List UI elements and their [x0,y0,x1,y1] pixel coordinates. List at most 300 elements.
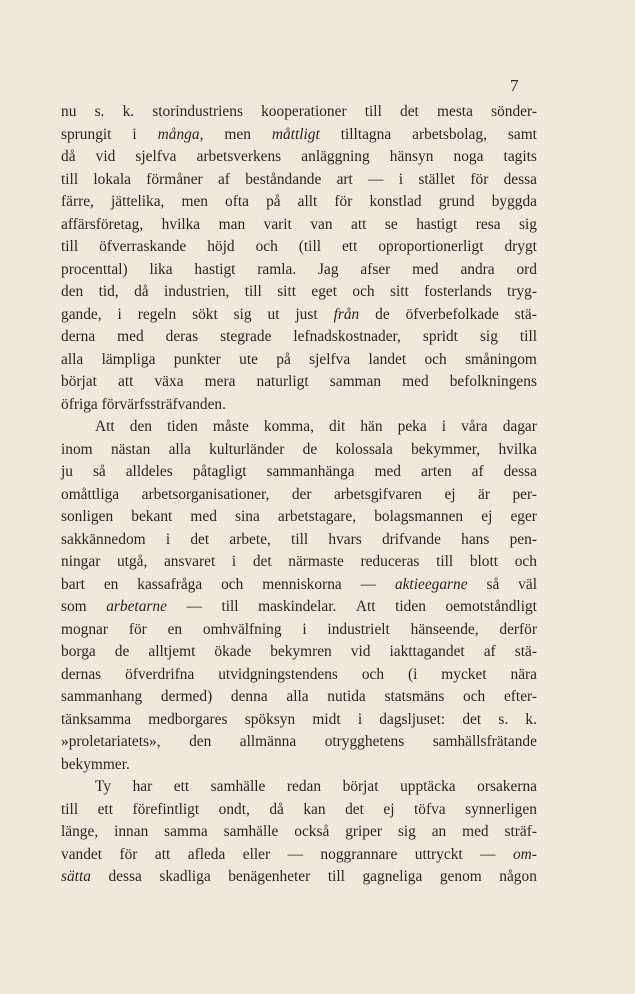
word: alla [61,350,84,368]
word: innan [114,823,149,840]
word: sjelfva [135,148,177,165]
word: hvilka [498,440,537,458]
word: växa [154,373,184,390]
word: samma [164,823,208,840]
word: börjat [61,373,97,390]
word: dagar [502,418,537,435]
word: kan [303,800,326,818]
word: sig [519,215,537,233]
word: ökade [214,643,252,660]
text-line [61,866,537,889]
word: ofta [225,193,249,210]
text-line [61,236,537,259]
word: sonligen [61,508,114,525]
word: ut [267,305,280,323]
word: då [134,283,149,300]
word: peka [397,418,427,435]
word: det [345,800,364,818]
word: den [129,418,152,435]
word: vandet [61,845,103,863]
word: och [352,283,375,300]
word: sakkännedom [61,530,146,548]
word: spöksyn [244,710,296,728]
word: mognar [61,620,109,638]
word: upptäcka [400,778,456,795]
word: (till [298,238,321,255]
word: förefintligt [132,800,200,818]
word: och [514,553,537,570]
word: Att [355,598,376,615]
text-line [61,754,537,777]
word: sitt [389,283,409,300]
word: sjelfva [309,350,351,368]
word: till [221,598,239,615]
word: inom [61,440,93,458]
word: konstlad [369,193,422,210]
word: borga [61,643,96,660]
word: synnerligen [465,800,537,818]
word: denna [230,688,268,705]
word: väl [518,575,537,593]
word: till [327,868,345,885]
word: eger [510,508,537,525]
word: art [336,170,353,188]
word: är [478,485,490,503]
word: sig [233,305,252,323]
word: ett [341,238,358,255]
word: till [61,170,79,188]
word: sätta [61,868,91,885]
word: samt [507,125,537,143]
word: närmaste [288,553,344,570]
word: sig [479,328,498,345]
word: bolagsmannen [374,508,464,525]
word: lokala [93,170,131,188]
word: då [269,800,284,818]
word: arbetstagare, [277,508,357,525]
word: och [255,238,278,255]
word: an [431,823,447,840]
word: benägenheter [228,868,311,885]
word: arbetsbolag, [412,125,487,143]
word: alltjemt [148,643,196,660]
word: befolkningens [449,373,537,390]
word: de [302,440,318,458]
word: och [221,575,244,593]
text-line [61,574,537,597]
word: i [231,553,237,570]
word: våra [461,418,488,435]
word: hän [360,418,383,435]
word: i [302,620,307,638]
word: industrielt [327,620,390,638]
word: ej [481,508,493,525]
word: k. [122,103,135,120]
text-line [61,596,537,619]
text-line [61,416,537,439]
text-line [61,551,537,574]
word: öfverbefolkade [405,305,499,323]
word: i [165,530,171,548]
word: procenttal) [61,260,128,278]
word: kulturländer [209,440,285,458]
word: till [61,800,79,818]
word: gande, [61,305,102,323]
word: det [400,103,419,120]
word: men [181,193,208,210]
word: drygt [504,238,537,255]
word: dessa [108,868,142,885]
word: beståndande [245,170,322,188]
word: många, [157,125,204,143]
word: utgå, [116,553,148,570]
word: ute [239,350,258,368]
text-line [61,349,537,372]
word: ett [97,800,113,818]
word: van [310,215,333,233]
word: se [384,215,398,233]
word: de [114,643,130,660]
text-line [61,304,537,327]
word: lämpliga [101,350,156,368]
word: med [117,328,144,345]
word: jättelika, [110,193,165,210]
word: sträf- [504,823,537,840]
word: tiden [395,598,426,615]
text-line [61,686,537,709]
word: varit [263,215,292,233]
word: arbete, [229,530,271,548]
word: att [351,215,367,233]
word: just [295,305,318,323]
word: ningar [61,553,101,570]
word: fosterlands [424,283,492,300]
word: vid [95,148,116,165]
word: tryg- [507,283,537,300]
text-line [61,214,537,237]
word: men [224,125,251,143]
word: sitt [277,283,297,300]
word: ord [516,260,537,278]
word: afser [360,260,391,278]
word: tiden [167,418,198,435]
word: omhvälfning [202,620,282,638]
word: eget [311,283,338,300]
word: dernas [61,665,102,683]
word: som [61,598,87,615]
word: der [291,485,312,503]
word: om- [512,845,537,863]
text-line [61,281,537,304]
word: aktieegarne [394,575,468,593]
page-number: 7 [510,76,519,95]
word: stä- [514,643,537,660]
word: bekymmer, [411,440,481,458]
word: omåttliga [61,485,120,503]
word: (i [407,665,418,683]
word: det [190,530,210,548]
word: mycket [441,665,487,683]
word: afleda [187,845,226,863]
text-line [61,326,537,349]
word: samhälle [210,778,266,795]
word: har [132,778,153,795]
word: förmåner [146,170,203,188]
word: börjat [342,778,379,795]
text-line [61,101,537,124]
word: hans [461,530,490,548]
word: naturligt [256,373,309,390]
word: af [483,643,496,660]
word: hvars [328,530,362,548]
word: till [291,530,309,548]
word: mesta [437,103,473,120]
text-line [61,709,537,732]
word: ej [444,485,456,503]
text-line [61,394,537,417]
word: samman [329,373,382,390]
text-line [61,776,537,799]
word: kooperationer [261,103,347,120]
word: »proletariatets», [61,733,161,750]
word: för [334,193,353,210]
word: Jag [318,260,339,278]
word: måste [212,418,249,435]
word: — [186,598,202,615]
text-line [61,821,537,844]
word: sprungit [61,125,112,143]
word: att [154,845,171,863]
word: sig [397,823,416,840]
word: stegrade [220,328,272,345]
word: punkter [173,350,221,368]
word: sina [235,508,260,525]
word: allt [297,193,318,210]
word: påtagligt [192,463,247,480]
word: pen- [509,530,537,548]
word: till [364,103,382,120]
word: man [218,215,246,233]
word: så [486,575,500,593]
word: då [61,148,76,165]
word: arbetsgifvaren [333,485,422,503]
word: iakttagandet [389,643,465,660]
word: affärsföretag, [61,215,144,233]
word: småningom [465,350,537,368]
word: mera [204,373,236,390]
text-line [61,619,537,642]
word: den [189,733,212,750]
word: noggrannare [320,845,398,863]
text-line [61,844,537,867]
word: ansvaret [163,553,216,570]
text-line [61,731,537,754]
word: också [294,823,330,840]
word: lika [149,260,173,278]
word: samhällsfrätande [432,733,537,750]
word: höjd [207,238,235,255]
word: grund [438,193,475,210]
body-text [61,101,537,889]
word: vid [350,643,371,660]
word: Ty [95,778,112,795]
word: till [519,328,537,345]
word: ju [61,463,73,480]
text-line [61,371,537,394]
word: och [463,688,486,705]
word: allmänna [239,733,297,750]
word: i [117,305,122,323]
word: ett [173,778,190,795]
word: för [128,620,147,638]
word: till [436,553,454,570]
word: — [287,845,303,863]
word: en [103,575,119,593]
word: gagneliga [362,868,423,885]
word: tid, [98,283,119,300]
word: töfva [413,800,446,818]
word: hvilka [161,215,201,233]
word: det [252,553,272,570]
word: uttryckt [414,845,463,863]
word: och [424,350,447,368]
word: på [266,193,281,210]
word: förvärfssträfvanden. [101,395,226,413]
text-line [61,439,537,462]
word: bekant [131,508,173,525]
word: statsmäns [384,688,445,705]
word: tilltagna [340,125,392,143]
word: kolossala [335,440,393,458]
word: ej [383,800,395,818]
text-line [61,461,537,484]
text-line [61,799,537,822]
word: Att [95,418,115,435]
word: blott [469,553,499,570]
word: en [167,620,183,638]
word: i [398,170,404,188]
word: dit [329,418,346,435]
word: k. [525,710,537,728]
word: medborgares [148,710,228,728]
word: — [480,845,496,863]
word: i [132,125,137,143]
word: till [244,283,262,300]
text-line [61,506,537,529]
word: arbetsverkens [196,148,282,165]
word: arbetsorganisationer, [141,485,270,503]
word: hastigt [416,215,458,233]
word: nutida [327,688,366,705]
word: sammanhang [61,688,143,705]
word: genom [439,868,482,885]
word: i [357,710,363,728]
text-line [61,124,537,147]
word: dessa [503,170,537,188]
word: på [276,350,291,368]
text-line [61,484,537,507]
word: griper [345,823,382,840]
word: arbetarne [106,598,167,615]
word: de [375,305,390,323]
word: någon [499,868,537,885]
word: derna [61,328,96,345]
word: länge, [61,823,99,840]
text-line [61,259,537,282]
word: ondt, [218,800,250,818]
word: med [402,373,429,390]
word: per- [512,485,537,503]
word: den [61,283,84,300]
word: skadliga [159,868,211,885]
word: öfriga [61,395,98,413]
word: nära [510,665,537,683]
word: deras [165,328,199,345]
word: med [462,823,489,840]
word: efter- [503,688,537,705]
word: maskindelar. [258,598,337,615]
word: till [61,238,79,255]
word: af [471,463,484,480]
word: oemotståndligt [445,598,537,615]
word: från [333,305,360,323]
word: tänksamma [61,710,132,728]
word: kassafråga [137,575,203,593]
word: midt [312,710,341,728]
word: öfverdrifna [125,665,195,683]
word: dessa [503,463,537,480]
word: sönder- [491,103,537,120]
text-line [61,169,537,192]
word: att [118,373,134,390]
word: det [462,710,482,728]
word: för [119,845,138,863]
word: arten [420,463,452,480]
word: s. [498,710,509,728]
text-line [61,529,537,552]
word: regeln [137,305,177,323]
word: med [412,260,439,278]
word: lefnadskostnader, [293,328,401,345]
word: spridt [422,328,458,345]
word: orsakerna [477,778,537,795]
word: dagsljuset: [379,710,446,728]
text-line [61,641,537,664]
word: hänsyn [389,148,434,165]
word: drifvande [381,530,441,548]
word: otrygghetens [324,733,405,750]
word: färre, [61,193,94,210]
word: storindustriens [152,103,243,120]
word: för [470,170,489,188]
word: hänseende, [410,620,479,638]
word: bekymren [270,643,332,660]
text-line [61,146,537,169]
word: nästan [110,440,151,458]
word: stället [418,170,456,188]
word: måttligt [271,125,320,143]
word: ramla. [257,260,297,278]
word: så [92,463,106,480]
word: noga [453,148,484,165]
text-line [61,191,537,214]
word: alla [286,688,309,705]
word: — [368,170,384,188]
word: sökt [192,305,218,323]
word: i [441,418,447,435]
text-line [61,664,537,687]
word: andra [460,260,495,278]
